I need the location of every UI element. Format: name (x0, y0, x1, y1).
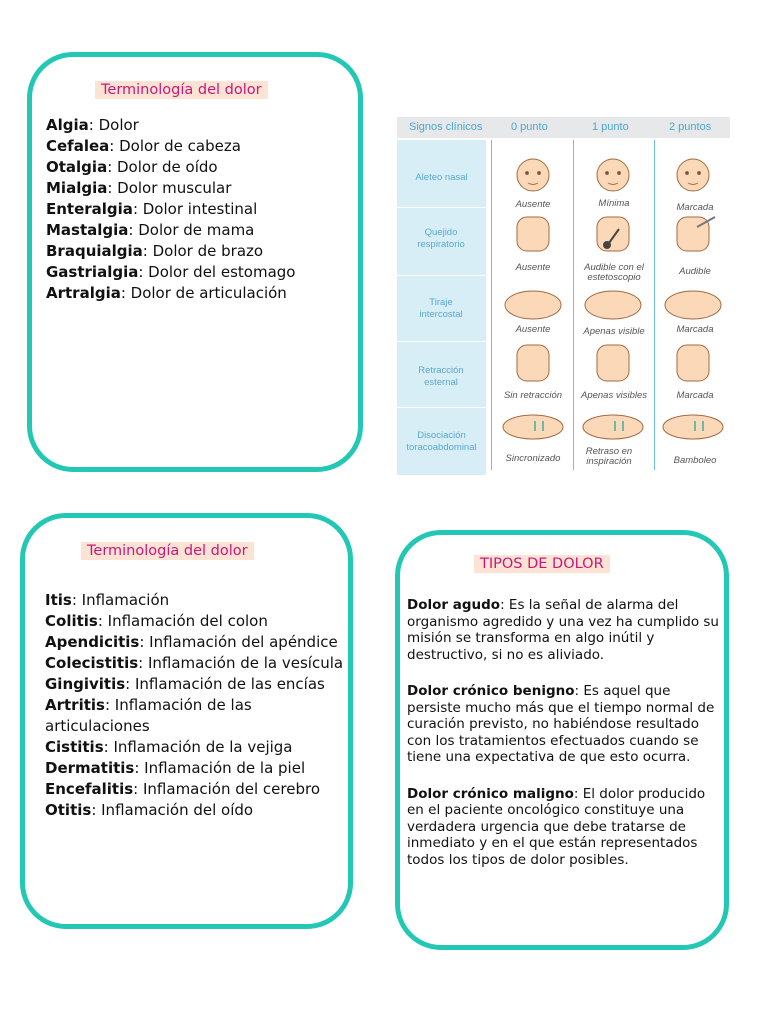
pain-type-item: Dolor crónico benigno: Es aquel que persiste mucho más que el tiempo normal de curación previsto, no habiéndose resultado con los tratamientos efectuados cuando se tiene una expectativa de que esto ocurra. (407, 683, 715, 765)
term-row: Itis: Inflamación (45, 591, 170, 609)
cell-caption: Mínima (598, 198, 630, 209)
cell-caption: Sincronizado (505, 453, 561, 464)
term-row: Gingivitis: Inflamación de las encías (45, 675, 325, 693)
term-row: Cistitis: Inflamación de la vejiga (45, 738, 293, 756)
term-row: Mastalgia: Dolor de mama (46, 221, 255, 239)
term-row: Gastrialgia: Dolor del estomago (46, 263, 296, 281)
cell-caption: Ausente (515, 324, 551, 335)
term-row: Encefalitis: Inflamación del cerebro (45, 780, 320, 798)
infant-face-icon (597, 159, 629, 191)
cell-caption: Sin retracción (503, 390, 563, 401)
term-list (46, 115, 295, 304)
card-title: Terminología del dolor (81, 542, 254, 560)
cell-caption: Apenas visible (583, 326, 645, 337)
infant-lying-icon (503, 415, 563, 439)
infant-lying-icon (505, 291, 561, 319)
term-list (45, 590, 355, 821)
header-1-punto: 1 punto (592, 121, 629, 133)
infant-torso-icon (677, 345, 709, 381)
row-label: Tiraje intercostal (419, 297, 463, 320)
term-row: Colecistitis: Inflamación de la vesícula (45, 654, 344, 672)
infant-torso-icon (597, 345, 629, 381)
term-row: Mialgia: Dolor muscular (46, 179, 232, 197)
cell-caption: Audible con el estetoscopio (584, 262, 644, 283)
infant-torso-icon (517, 345, 549, 381)
card-terminologia-algia (27, 52, 363, 472)
pain-type-item: Dolor crónico maligno: El dolor producido en el paciente oncológico constituye una verdadera urgencia que debe tratarse de inmediato y en el que están representados todos los tipos de dolor posibles. (407, 785, 706, 868)
infant-torso-icon (597, 217, 629, 251)
infant-lying-icon (585, 291, 641, 319)
row-label: Disociación toracoabdominal (406, 430, 477, 453)
cell-caption: Apenas visibles (580, 390, 647, 401)
cell-caption: Marcada (676, 324, 714, 335)
infant-lying-icon (663, 415, 723, 439)
clinical-signs-table (397, 117, 730, 475)
row-label: Quejido respiratorio (417, 227, 465, 250)
row-label: Retracción esternal (418, 365, 464, 388)
term-row: Artritis: Inflamación de las articulaciones (45, 696, 252, 735)
card-tipos-de-dolor (395, 530, 729, 950)
cell-caption: Bamboleo (673, 455, 717, 466)
term-row: Dermatitis: Inflamación de la piel (45, 759, 306, 777)
term-row: Colitis: Inflamación del colon (45, 612, 268, 630)
card-title: TIPOS DE DOLOR (474, 555, 610, 573)
term-row: Otalgia: Dolor de oído (46, 158, 218, 176)
infant-lying-icon (665, 291, 721, 319)
row-label: Aleteo nasal (415, 172, 468, 183)
card-terminologia-itis (20, 513, 353, 929)
term-row: Braquialgia: Dolor de brazo (46, 242, 264, 260)
term-row: Artralgia: Dolor de articulación (46, 284, 287, 302)
cell-caption: Marcada (676, 390, 714, 401)
term-row: Cefalea: Dolor de cabeza (46, 137, 241, 155)
header-0-punto: 0 punto (511, 121, 548, 133)
cell-caption: Audible (679, 266, 711, 277)
header-signos: Signos clínicos (409, 121, 483, 133)
infant-torso-icon (517, 217, 549, 251)
pain-types-list (407, 597, 725, 888)
header-2-puntos: 2 puntos (669, 121, 712, 133)
pain-type-item: Dolor agudo: Es la señal de alarma del organismo agredido y una vez ha cumplido su misión se transforma en algo inútil y destructivo, si no es aliviado. (407, 597, 719, 663)
card-title: Terminología del dolor (95, 81, 268, 99)
cell-caption: Ausente (515, 199, 551, 210)
infant-illustrations (397, 117, 730, 475)
term-row: Apendicitis: Inflamación del apéndice (45, 633, 338, 651)
cell-caption: Ausente (515, 262, 551, 273)
cell-caption: Retraso en inspiración (585, 446, 633, 467)
cell-caption: Marcada (676, 202, 714, 213)
term-row: Enteralgia: Dolor intestinal (46, 200, 258, 218)
infant-face-icon (517, 159, 549, 191)
term-row: Otitis: Inflamación del oído (45, 801, 254, 819)
infant-lying-icon (583, 415, 643, 439)
term-row: Algia: Dolor (46, 116, 139, 134)
infant-face-icon (677, 159, 709, 191)
